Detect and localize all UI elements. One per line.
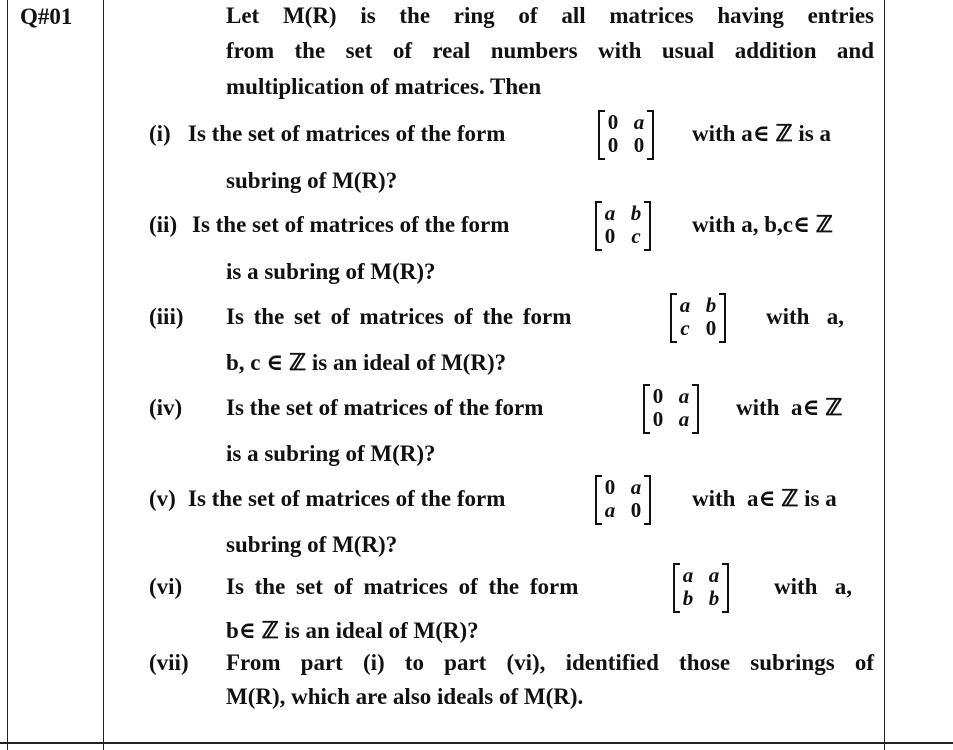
part-v-matrix: 0 a a 0 — [595, 475, 651, 523]
table-border-right — [884, 0, 885, 750]
part-vi-matrix: a a b b — [673, 563, 729, 611]
part-iii-matrix: a b c 0 — [670, 293, 726, 341]
table-row-divider — [0, 742, 953, 744]
part-vii-line-2: M(R), which are also ideals of M(R). — [226, 684, 584, 709]
part-iii-continuation: b, c ∈ ℤ is an ideal of M(R)? — [226, 350, 507, 375]
part-v-text: Is the set of matrices of the form — [188, 486, 506, 511]
part-iv-condition: with a∈ ℤ — [736, 395, 843, 420]
part-ii-label: (ii) — [149, 212, 178, 237]
part-vi-label: (vi) — [149, 574, 183, 599]
part-iv-matrix: 0 a 0 a — [643, 384, 699, 432]
part-iii-text: Is the set of matrices of the form — [226, 304, 572, 329]
part-v-label: (v) — [149, 486, 176, 511]
part-vi-continuation: b∈ ℤ is an ideal of M(R)? — [226, 618, 479, 643]
part-vi-condition: with a, — [774, 574, 852, 599]
part-v-continuation: subring of M(R)? — [226, 532, 398, 557]
table-border-mid — [103, 0, 104, 750]
part-ii-matrix: a b 0 c — [595, 201, 651, 249]
part-iv-label: (iv) — [149, 395, 183, 420]
part-ii-condition: with a, b,c∈ ℤ — [692, 212, 833, 237]
part-iii-label: (iii) — [149, 304, 184, 329]
intro-line-3: multiplication of matrices. Then — [226, 74, 542, 99]
part-ii-text: Is the set of matrices of the form — [192, 212, 510, 237]
part-vi-text: Is the set of matrices of the form — [226, 574, 579, 599]
part-v-condition: with a∈ ℤ is a — [692, 486, 837, 511]
part-iii-condition: with a, — [766, 304, 844, 329]
part-i-condition: with a∈ ℤ is a — [692, 121, 831, 146]
part-vii-line-1: From part (i) to part (vi), identified those subrings of — [226, 650, 874, 675]
part-i-label: (i) — [149, 121, 171, 146]
part-i-matrix: 0 a 0 0 — [598, 110, 654, 158]
part-iv-text: Is the set of matrices of the form — [226, 395, 544, 420]
intro-line-1: Let M(R) is the ring of all matrices having entries — [226, 3, 874, 28]
part-i-continuation: subring of M(R)? — [226, 168, 398, 193]
part-i-text: Is the set of matrices of the form — [188, 121, 506, 146]
question-number: Q#01 — [20, 4, 73, 29]
part-ii-continuation: is a subring of M(R)? — [226, 259, 436, 284]
part-vii-label: (vii) — [149, 650, 189, 675]
intro-line-2: from the set of real numbers with usual addition and — [226, 38, 874, 63]
table-border-left — [7, 0, 8, 750]
part-iv-continuation: is a subring of M(R)? — [226, 441, 436, 466]
